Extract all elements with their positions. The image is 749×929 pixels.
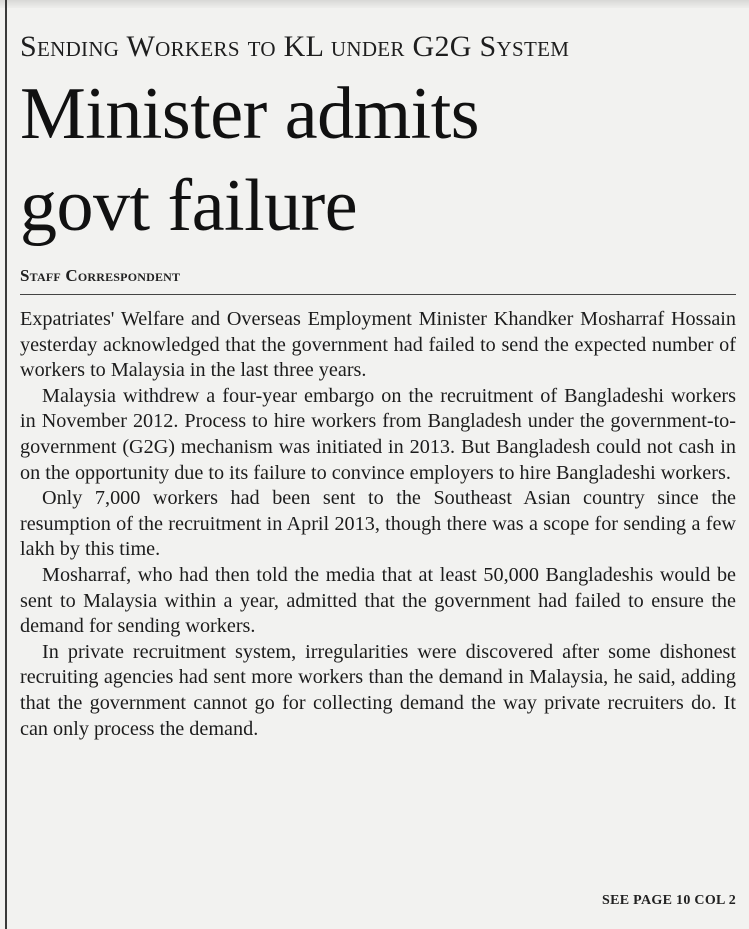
article-body — [20, 307, 736, 742]
column-rule — [5, 0, 7, 929]
clipping-top-edge — [0, 0, 749, 8]
paragraph-4: Mosharraf, who had then told the media that at least 50,000 Bangladeshis would be sent to Malaysia within a year, admitted that the government had failed to ensure the demand for sending workers. — [20, 563, 736, 638]
paragraph-3: Only 7,000 workers had been sent to the Southeast Asian country since the resumption of the recruitment in April 2013, though there was a scope for sending a few lakh by this time. — [20, 487, 736, 561]
paragraph-2: Malaysia withdrew a four-year embargo on the recruitment of Bangladeshi workers in November 2012. Process to hire workers from Bangladesh under the government-to-government (G2G) mechanism was initiated in 2013. But Bangladesh could not cash in on the opportunity due to its failure to convince employers to hire Bangladeshi workers. — [20, 384, 736, 484]
kicker-text: Sending Workers to KL under G2G System — [20, 30, 570, 63]
byline — [20, 266, 736, 295]
news-article — [20, 26, 736, 742]
paragraph-1: Expatriates' Welfare and Overseas Employment Minister Khandker Mosharraf Hossain yesterday acknowledged that the government had failed to send the expected number of workers to Malaysia in the last three years. — [20, 308, 736, 382]
headline — [20, 68, 736, 252]
headline-line-1: Minister admits — [20, 73, 480, 155]
kicker — [20, 26, 736, 68]
headline-line-2: govt failure — [20, 165, 358, 247]
continuation-note: SEE PAGE 10 COL 2 — [602, 893, 736, 908]
paragraph-5: In private recruitment system, irregularities were discovered after some dishonest recruiting agencies had sent more workers than the demand in Malaysia, he said, adding that the government cannot go for collecting demand the way private recruiters do. It can only process the demand. — [20, 640, 736, 740]
byline-text: Staff Correspondent — [20, 266, 181, 285]
